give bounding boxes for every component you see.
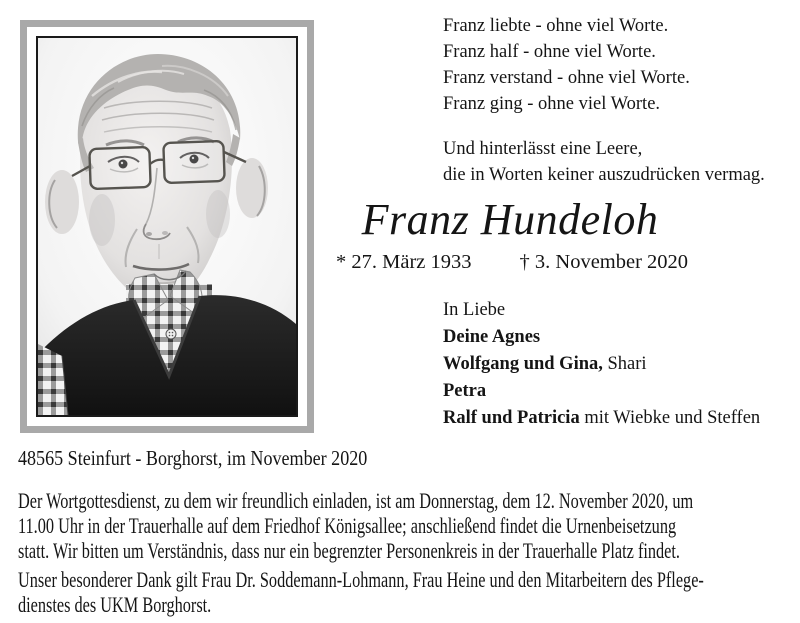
service-info [18, 488, 800, 563]
poem-line: Franz ging - ohne viel Worte. [443, 94, 661, 114]
family-line: Petra [443, 381, 487, 401]
poem-line: Franz liebte - ohne viel Worte. [443, 16, 669, 36]
thanks-note [18, 567, 800, 617]
poem-line: Franz verstand - ohne viel Worte. [443, 68, 690, 88]
death-date: † 3. November 2020 [519, 251, 689, 273]
place-date-line: 48565 Steinfurt - Borghorst, im November 2020 [18, 446, 368, 470]
family-line: Ralf und Patricia mit Wiebke und Steffen [443, 408, 761, 428]
service-line: statt. Wir bitten um Verständnis, dass nur ein begrenzter Personenkreis in der Trauerhalle Platz findet. [18, 538, 681, 563]
service-line: 11.00 Uhr in der Trauerhalle auf dem Friedhof Königsallee; anschließend findet die Urnenbeisetzung [18, 513, 677, 538]
closing-line: In Liebe [443, 300, 506, 320]
family-list [443, 297, 760, 432]
portrait-photo [36, 36, 298, 417]
poem-line: Franz half - ohne viel Worte. [443, 42, 656, 62]
portrait-photo-drawing [38, 38, 296, 415]
family-line: Wolfgang und Gina, Shari [443, 354, 647, 374]
thanks-line: Unser besonderer Dank gilt Frau Dr. Soddemann-Lohmann, Frau Heine und den Mitarbeitern des Pflege- [18, 567, 704, 592]
deceased-name: Franz Hundeloh [361, 195, 659, 244]
memorial-poem [443, 13, 690, 117]
family-line: Deine Agnes [443, 327, 541, 347]
poem-line: Und hinterlässt eine Leere, [443, 139, 643, 159]
life-dates [336, 251, 688, 274]
thanks-line: dienstes des UKM Borghorst. [18, 592, 212, 617]
memorial-poem-second-stanza [443, 136, 765, 188]
service-line: Der Wortgottesdienst, zu dem wir freundlich einladen, ist am Donnerstag, dem 12. November 2020, um [18, 488, 694, 513]
birth-date: * 27. März 1933 [336, 251, 472, 273]
poem-line: die in Worten keiner auszudrücken vermag. [443, 165, 765, 185]
photo-frame [20, 20, 314, 433]
